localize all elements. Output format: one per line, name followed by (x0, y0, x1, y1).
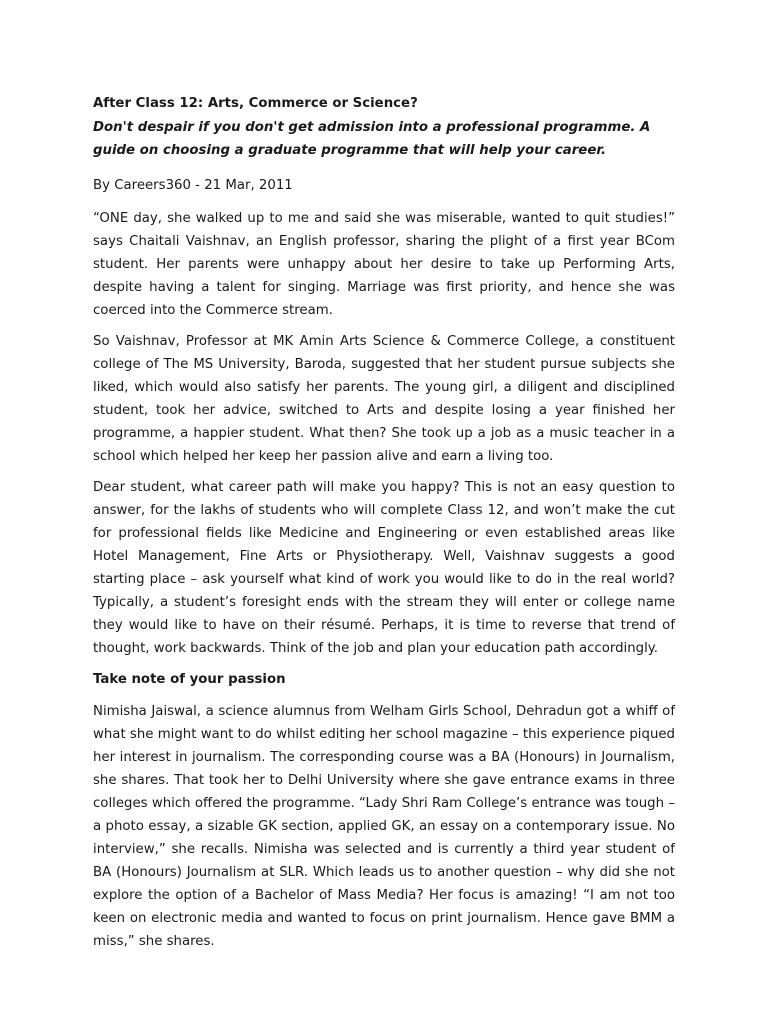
document-page (93, 94, 675, 961)
paragraph-2: So Vaishnav, Professor at MK Amin Arts Science & Commerce College, a constituent college of The MS University, Baroda, suggested that her student pursue subjects she liked, which would also satisfy her parents. The young girl, a diligent and disciplined student, took her advice, switched to Arts and despite losing a year finished her programme, a happier student. What then? She took up a job as a music teacher in a school which helped her keep her passion alive and earn a living too. (93, 334, 675, 464)
paragraph-1: “ONE day, she walked up to me and said she was miserable, wanted to quit studies!” says Chaitali Vaishnav, an English professor, sharing the plight of a first year BCom student. Her parents were unhappy about her desire to take up Performing Arts, despite having a talent for singing. Marriage was first priority, and hence she was coerced into the Commerce stream. (93, 211, 675, 318)
section-paragraph-1: Nimisha Jaiswal, a science alumnus from Welham Girls School, Dehradun got a whiff of what she might want to do whilst editing her school magazine – this experience piqued her interest in journalism. The corresponding course was a BA (Honours) in Journalism, she shares. That took her to Delhi University where she gave entrance exams in three colleges which offered the programme. “Lady Shri Ram College’s entrance was tough – a photo essay, a sizable GK section, applied GK, an essay on a contemporary issue. No interview,” she recalls. Nimisha was selected and is currently a third year student of BA (Honours) Journalism at SLR. Which leads us to another question – why did she not explore the option of a Bachelor of Mass Media? Her focus is amazing! “I am not too keen on electronic media and wanted to focus on print journalism. Hence gave BMM a miss,” she shares. (93, 704, 675, 949)
article-title: After Class 12: Arts, Commerce or Science? (93, 96, 418, 111)
article-byline: By Careers360 - 21 Mar, 2011 (93, 178, 293, 193)
article-subtitle: Don't despair if you don't get admission into a professional programme. A guide on choosing a graduate programme that will help your career. (93, 120, 651, 158)
paragraph-3: Dear student, what career path will make you happy? This is not an easy question to answer, for the lakhs of students who will complete Class 12, and won’t make the cut for professional fields like Medicine and Engineering or even established areas like Hotel Management, Fine Arts or Physiotherapy. Well, Vaishnav suggests a good starting place – ask yourself what kind of work you would like to do in the real world? Typically, a student’s foresight ends with the stream they will enter or college name they would like to have on their résumé. Perhaps, it is time to reverse that trend of thought, work backwards. Think of the job and plan your education path accordingly. (93, 480, 675, 656)
section-heading: Take note of your passion (93, 672, 286, 687)
